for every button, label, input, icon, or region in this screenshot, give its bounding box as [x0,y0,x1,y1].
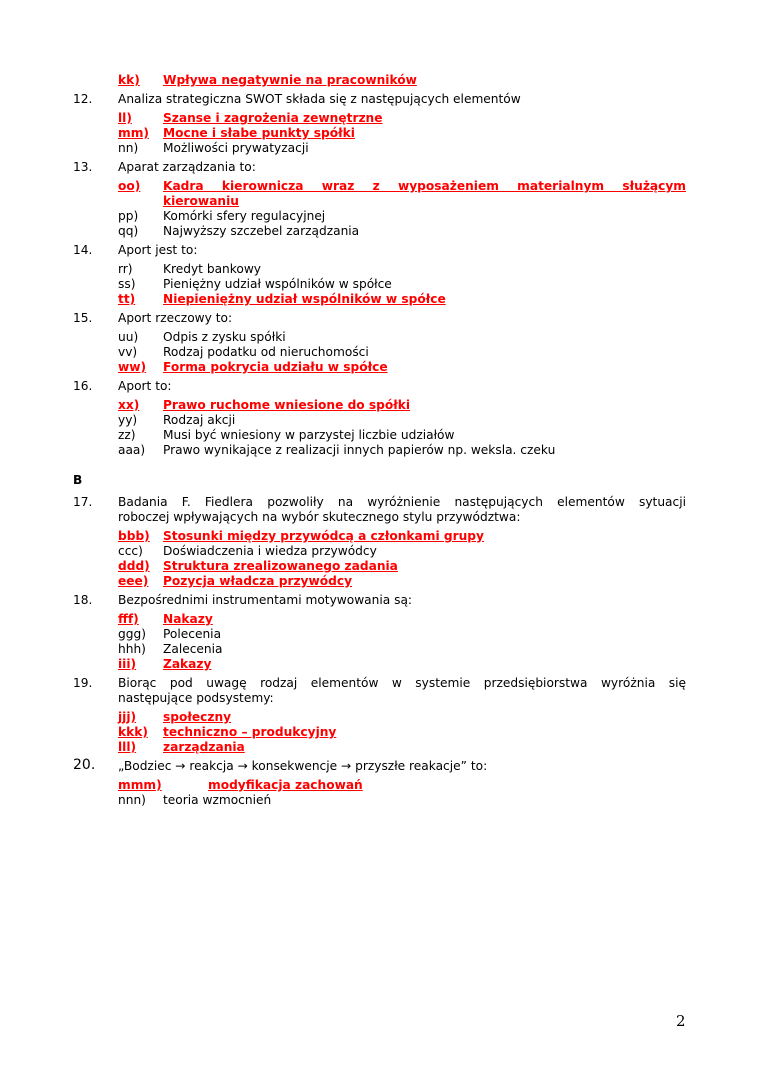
answer-text: społeczny [163,710,232,724]
answer-label: kk) [118,73,140,87]
option-text: Zalecenia [163,642,223,656]
answer-text-continued: kierowaniu [163,194,239,208]
page-number: 2 [676,1012,686,1030]
option-label: nnn) [118,793,146,807]
option-text: Pieniężny udział wspólników w spółce [163,277,392,291]
option-text: Doświadczenia i wiedza przywódcy [163,544,377,558]
answer-text: Zakazy [163,657,212,671]
answer-label: xx) [118,398,140,412]
option-label: rr) [118,262,133,276]
question-number: 13. [73,160,93,174]
answer-text: Prawo ruchome wniesione do spółki [163,398,411,412]
answer-label: ddd) [118,559,150,573]
option-label: pp) [118,209,139,223]
answer-label: lll) [118,740,137,754]
answer-text: Nakazy [163,612,213,626]
answer-label: eee) [118,574,149,588]
question-text: Badania F. Fiedlera pozwoliły na wyróżnienie następujących elementów sytuacji [118,495,686,509]
question-number: 18. [73,593,93,607]
answer-label: tt) [118,292,136,306]
answer-text: zarządzania [163,740,245,754]
option-label: uu) [118,330,139,344]
answer-text: Forma pokrycia udziału w spółce [163,360,388,374]
answer-text: Szanse i zagrożenia zewnętrzne [163,111,383,125]
answer-label: oo) [118,179,141,193]
option-text: Rodzaj podatku od nieruchomości [163,345,369,359]
answer-label: kkk) [118,725,148,739]
question-text: Aparat zarządzania to: [118,160,256,174]
answer-label: ww) [118,360,147,374]
answer-text: Stosunki między przywódcą a członkami grupy [163,529,484,543]
option-text: Możliwości prywatyzacji [163,141,309,155]
question-text: Biorąc pod uwagę rodzaj elementów w systemie przedsiębiorstwa wyróżnia się [118,676,686,690]
question-text: Aport rzeczowy to: [118,311,233,325]
answer-text: Pozycja władcza przywódcy [163,574,353,588]
option-label: ggg) [118,627,146,641]
question-number: 16. [73,379,93,393]
question-number: 20. [73,757,96,773]
answer-label: bbb) [118,529,150,543]
question-text: „Bodziec → reakcja → konsekwencje → przyszłe reakacje” to: [118,759,488,773]
option-text: teoria wzmocnień [163,793,272,807]
option-label: hhh) [118,642,146,656]
question-number: 12. [73,92,93,106]
question-text: Aport jest to: [118,243,198,257]
question-number: 19. [73,676,93,690]
option-text: Odpis z zysku spółki [163,330,286,344]
question-number: 17. [73,495,93,509]
question-number: 15. [73,311,93,325]
answer-label: fff) [118,612,139,626]
option-text: Polecenia [163,627,222,641]
option-label: vv) [118,345,138,359]
question-text: Bezpośrednimi instrumentami motywowania są: [118,593,413,607]
option-text: Komórki sfery regulacyjnej [163,209,326,223]
question-text-continued: następujące podsystemy: [118,691,274,705]
answer-text: techniczno – produkcyjny [163,725,337,739]
option-text: Kredyt bankowy [163,262,262,276]
question-text: Analiza strategiczna SWOT składa się z następujących elementów [118,92,521,106]
answer-label: iii) [118,657,137,671]
answer-label: ll) [118,111,132,125]
answer-text: Wpływa negatywnie na pracowników [163,73,417,87]
option-label: aaa) [118,443,146,457]
answer-text: Mocne i słabe punkty spółki [163,126,355,140]
question-text-continued: roboczej wpływających na wybór skutecznego stylu przywództwa: [118,510,521,524]
option-text: Rodzaj akcji [163,413,236,427]
answer-label: mmm) [118,778,162,792]
option-text: Prawo wynikające z realizacji innych papierów np. weksla. czeku [163,443,556,457]
answer-label: mm) [118,126,149,140]
option-label: ccc) [118,544,143,558]
question-text: Aport to: [118,379,172,393]
answer-text: Struktura zrealizowanego zadania [163,559,398,573]
section-heading: B [73,473,83,487]
option-label: yy) [118,413,138,427]
answer-label: jjj) [118,710,137,724]
option-label: zz) [118,428,136,442]
answer-text: Niepieniężny udział wspólników w spółce [163,292,446,306]
answer-text: modyfikacja zachowań [208,778,363,792]
option-text: Musi być wniesiony w parzystej liczbie udziałów [163,428,455,442]
question-number: 14. [73,243,93,257]
option-label: ss) [118,277,136,291]
answer-text: Kadra kierownicza wraz z wyposażeniem materialnym służącym [163,179,686,193]
option-label: nn) [118,141,139,155]
option-text: Najwyższy szczebel zarządzania [163,224,360,238]
option-label: qq) [118,224,139,238]
